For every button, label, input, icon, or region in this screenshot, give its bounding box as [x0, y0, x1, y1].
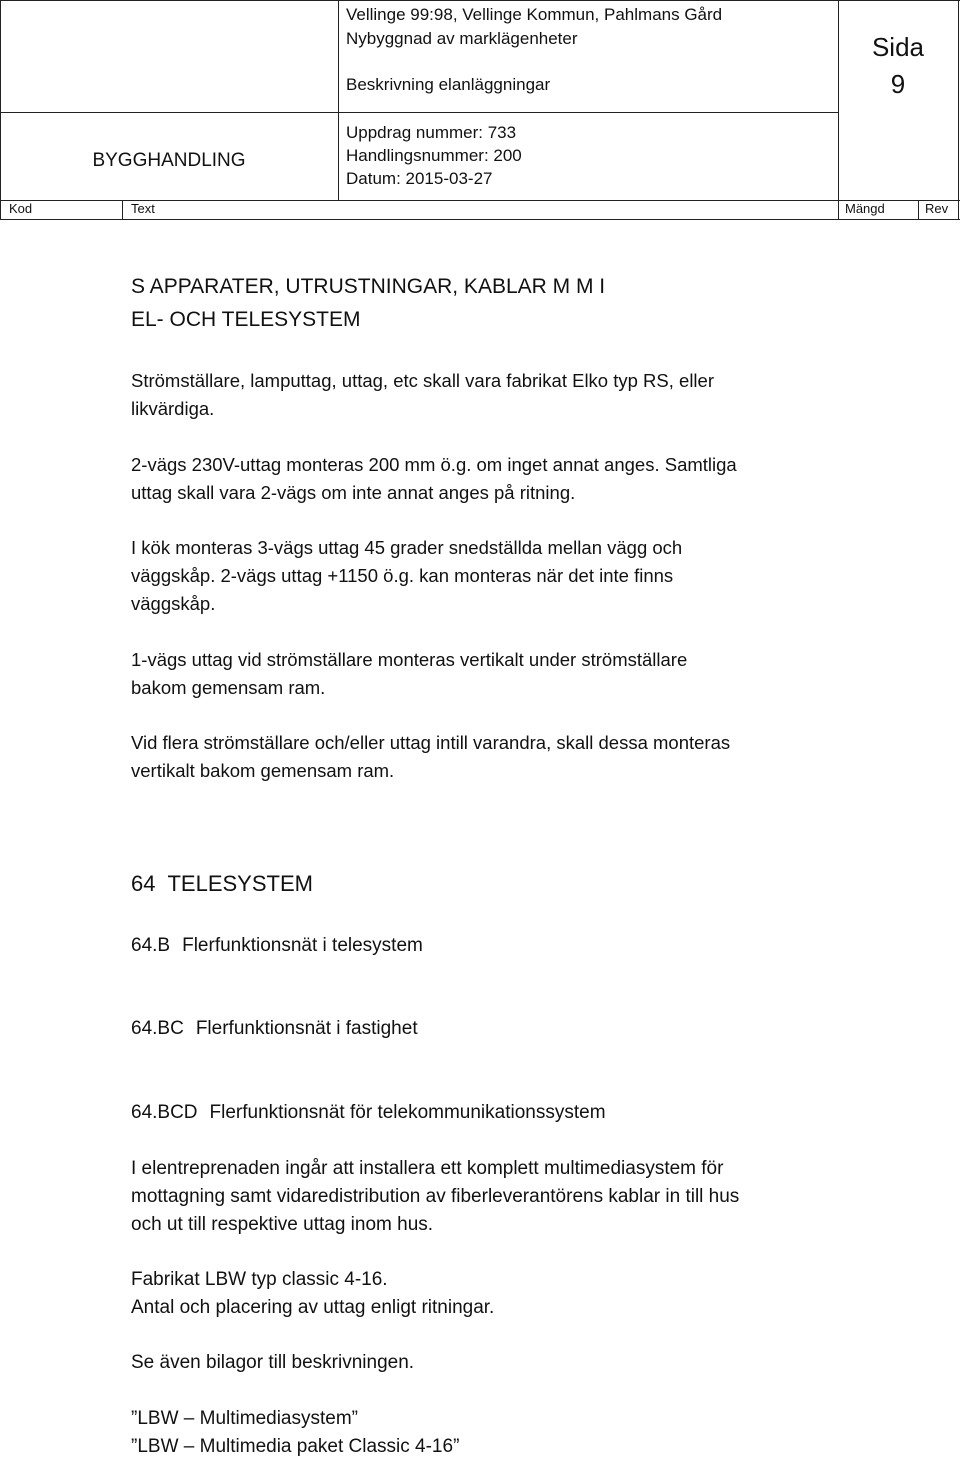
- document-title: Beskrivning elanläggningar: [346, 75, 551, 94]
- col-divider-text: [838, 200, 839, 220]
- project-description: Nybyggnad av marklägenheter: [346, 29, 578, 48]
- heading-64bcd-code: 64.BCD: [131, 1102, 198, 1123]
- reference-item: ”LBW – Multimediasystem”: [131, 1408, 358, 1429]
- header-left-border: [0, 0, 1, 219]
- heading-64b: [131, 932, 931, 960]
- header-bottom-border: [0, 219, 960, 220]
- section-title-line1: S APPARATER, UTRUSTNINGAR, KABLAR M M I: [131, 275, 606, 298]
- heading-64bc-title: Flerfunktionsnät i fastighet: [195, 1018, 418, 1039]
- paragraph-line: Fabrikat LBW typ classic 4-16.: [131, 1269, 388, 1290]
- column-header-kod: Kod: [9, 201, 33, 216]
- reference-list: [131, 1405, 931, 1461]
- paragraph-line: I elentreprenaden ingår att installera ett komplett multimediasystem för: [131, 1158, 724, 1179]
- paragraph-line: 1-vägs uttag vid strömställare monteras vertikalt under strömställare: [131, 649, 688, 670]
- paragraph-strombrytare: [131, 367, 931, 423]
- paragraph-se-aven: [131, 1349, 931, 1377]
- col-divider-kod: [122, 200, 123, 220]
- column-header-text: Text: [131, 201, 155, 216]
- header-divider-h1: [0, 112, 838, 113]
- heading-64bcd: [131, 1099, 931, 1127]
- paragraph-line: väggskåp.: [131, 593, 216, 614]
- paragraph-line: Vid flera strömställare och/eller uttag intill varandra, skall dessa monteras: [131, 732, 731, 753]
- paragraph-2vags-uttag: [131, 451, 931, 507]
- paragraph-line: Antal och placering av uttag enligt ritningar.: [131, 1297, 495, 1318]
- paragraph-line: mottagning samt vidaredistribution av fiberleverantörens kablar in till hus: [131, 1186, 740, 1207]
- paragraph-line: likvärdiga.: [131, 398, 215, 419]
- project-name: Vellinge 99:98, Vellinge Kommun, Pahlmans Gård: [346, 5, 723, 24]
- column-header-mangd: Mängd: [845, 201, 885, 216]
- heading-64: [131, 869, 931, 899]
- section-title: [131, 270, 931, 336]
- heading-64-code: 64: [131, 871, 156, 896]
- paragraph-line: och ut till respektive uttag inom hus.: [131, 1214, 434, 1235]
- document-number: Handlingsnummer: 200: [346, 146, 522, 165]
- page-number: 9: [890, 69, 906, 99]
- heading-64bc-code: 64.BC: [131, 1018, 184, 1039]
- document-header: [0, 0, 960, 220]
- heading-64b-code: 64.B: [131, 935, 171, 956]
- paragraph-fabrikat: [131, 1266, 931, 1322]
- document-date: Datum: 2015-03-27: [346, 169, 493, 188]
- header-right-border: [958, 0, 959, 219]
- paragraph-line: bakom gemensam ram.: [131, 677, 326, 698]
- paragraph-line: uttag skall vara 2-vägs om inte annat anges på ritning.: [131, 482, 576, 503]
- header-divider-v2: [838, 0, 839, 200]
- heading-64-title: TELESYSTEM: [167, 871, 313, 896]
- paragraph-line: vertikalt bakom gemensam ram.: [131, 760, 395, 781]
- header-top-border: [0, 0, 960, 1]
- column-header-rev: Rev: [925, 201, 949, 216]
- paragraph-line: Strömställare, lamputtag, uttag, etc skall vara fabrikat Elko typ RS, eller: [131, 370, 714, 391]
- heading-64bc: [131, 1015, 931, 1043]
- heading-64bcd-title: Flerfunktionsnät för telekommunikationssystem: [209, 1102, 606, 1123]
- paragraph-flera-stromstallare: [131, 729, 931, 785]
- paragraph-1vags-uttag: [131, 646, 931, 702]
- document-type: BYGGHANDLING: [92, 150, 246, 171]
- reference-item: ”LBW – Multimedia paket Classic 4-16”: [131, 1436, 460, 1457]
- page-label: Sida: [871, 32, 925, 62]
- header-divider-v1: [338, 0, 339, 200]
- assignment-number: Uppdrag nummer: 733: [346, 123, 517, 142]
- paragraph-line: väggskåp. 2-vägs uttag +1150 ö.g. kan monteras när det inte finns: [131, 565, 674, 586]
- section-title-line2: EL- OCH TELESYSTEM: [131, 308, 361, 331]
- paragraph-line: 2-vägs 230V-uttag monteras 200 mm ö.g. om inget annat anges. Samtliga: [131, 454, 737, 475]
- paragraph-multimediasystem: [131, 1155, 931, 1239]
- paragraph-line: Se även bilagor till beskrivningen.: [131, 1352, 415, 1373]
- paragraph-line: I kök monteras 3-vägs uttag 45 grader snedställda mellan vägg och: [131, 537, 683, 558]
- heading-64b-title: Flerfunktionsnät i telesystem: [182, 935, 423, 956]
- col-divider-mangd: [918, 200, 919, 220]
- paragraph-kok-uttag: [131, 534, 931, 618]
